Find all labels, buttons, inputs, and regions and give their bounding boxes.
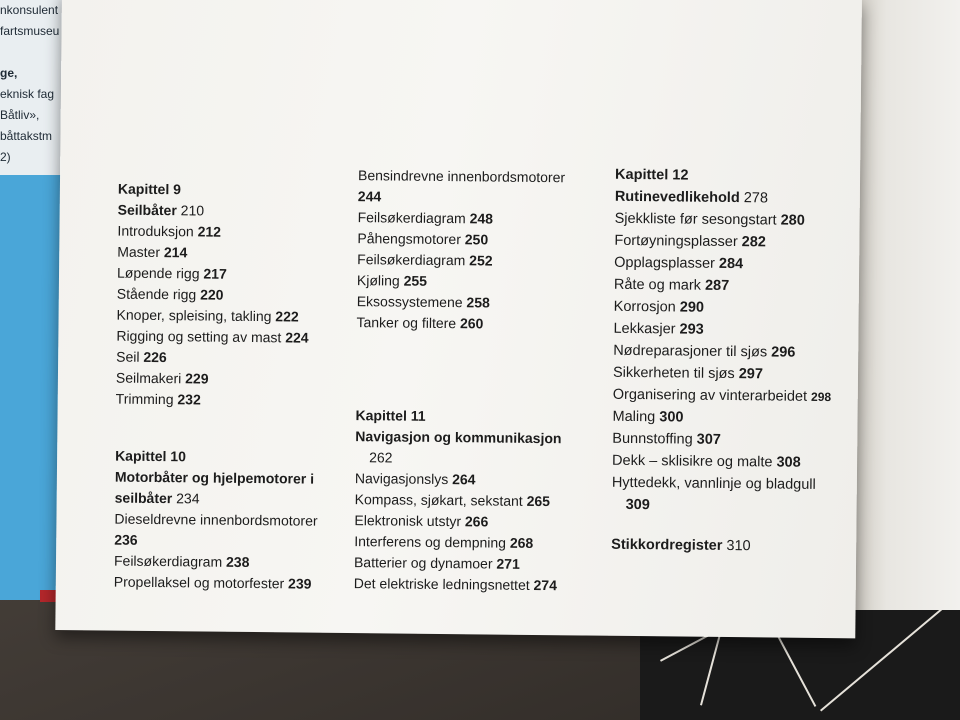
toc-entry: Påhengsmotorer 250 [357, 230, 489, 248]
toc-entry: Organisering av vinterarbeidet 298 [612, 386, 832, 405]
chapter-label: Kapittel 11 [355, 407, 426, 424]
toc-entry: Løpende rigg 217 [116, 264, 227, 282]
toc-entry: Navigasjonslys 264 [354, 470, 476, 488]
toc-column-1 [114, 179, 333, 595]
underlying-line: fartsmuseu [0, 24, 60, 38]
toc-entry: Eksossystemene 258 [356, 293, 490, 311]
toc-entry: Korrosjon 290 [613, 298, 705, 316]
toc-column-2 [354, 165, 603, 597]
underlying-line: båttakstm [0, 129, 53, 143]
toc-entry: Det elektriske ledningsnettet 274 [353, 575, 558, 594]
toc-entry: Tanker og filtere 260 [356, 314, 484, 332]
next-page-edge [855, 0, 960, 610]
toc-entry: Opplagsplasser 284 [614, 254, 744, 273]
toc-entry: Knoper, spleising, takling 222 [116, 306, 299, 325]
chapter-heading: Navigasjon og kommunikasjon 262 [355, 428, 562, 466]
chapter-heading: Stikkordregister 310 [611, 536, 751, 555]
toc-entry: Seil 226 [116, 348, 167, 366]
chapter-heading: Motorbåter og hjelpemotorer i seilbåter 234 [114, 468, 315, 507]
toc-entry: Dekk – sklisikre og malte 308 [612, 452, 801, 471]
toc-entry: Feilsøkerdiagram 252 [357, 251, 493, 269]
toc-column-3 [611, 164, 845, 558]
chapter-label: Kapittel 9 [117, 180, 182, 198]
toc-entry: Feilsøkerdiagram 248 [357, 209, 494, 227]
toc-entry: Sjekkliste før sesongstart 280 [614, 210, 805, 229]
underlying-line: Båtliv», [0, 108, 40, 122]
toc-entry: Introduksjon 212 [117, 222, 222, 240]
toc-entry: Master 214 [117, 243, 188, 261]
toc-entry: Batterier og dynamoer 271 [353, 554, 520, 572]
toc-entry: Stående rigg 220 [116, 285, 224, 303]
toc-entry: Feilsøkerdiagram 238 [113, 552, 250, 570]
toc-entry: Seilmakeri 229 [115, 369, 209, 387]
book-page [55, 0, 862, 638]
underlying-line: ge, [0, 66, 18, 80]
toc-entry: Råte og mark 287 [613, 276, 730, 295]
toc-entry: Kjøling 255 [356, 272, 428, 289]
toc-entry: Bensindrevne innenbordsmotorer 244 [357, 167, 566, 205]
toc-entry: Dieseldrevne innenbordsmotorer 236 [114, 510, 318, 548]
chapter-heading: Rutinevedlikehold 278 [614, 188, 769, 207]
chapter-label: Kapittel 12 [615, 166, 689, 184]
toc-entry: Fortøyningsplasser 282 [614, 232, 767, 251]
underlying-line: nkonsulent [0, 3, 59, 17]
toc-entry: Interferens og dempning 268 [354, 533, 534, 551]
chapter-heading: Seilbåter 210 [117, 201, 205, 219]
toc-entry: Bunnstoffing 307 [612, 430, 722, 448]
toc-entry: Trimming 232 [115, 390, 201, 408]
toc-entry: Rigging og setting av mast 224 [116, 327, 309, 346]
chapter-label: Kapittel 10 [115, 447, 187, 465]
toc-entry: Kompass, sjøkart, sekstant 265 [354, 491, 551, 510]
underlying-line: 2) [0, 150, 11, 164]
toc-entry: Maling 300 [612, 408, 684, 426]
toc-entry: Elektronisk utstyr 266 [354, 512, 489, 530]
underlying-line: eknisk fag [0, 87, 55, 101]
toc-entry: Propellaksel og motorfester 239 [113, 573, 312, 592]
toc-entry: Hyttedekk, vannlinje og bladgull 309 [611, 474, 816, 514]
toc-entry: Sikkerheten til sjøs 297 [612, 364, 764, 383]
toc-entry: Lekkasjer 293 [613, 320, 704, 338]
toc-entry: Nødreparasjoner til sjøs 296 [613, 342, 796, 361]
